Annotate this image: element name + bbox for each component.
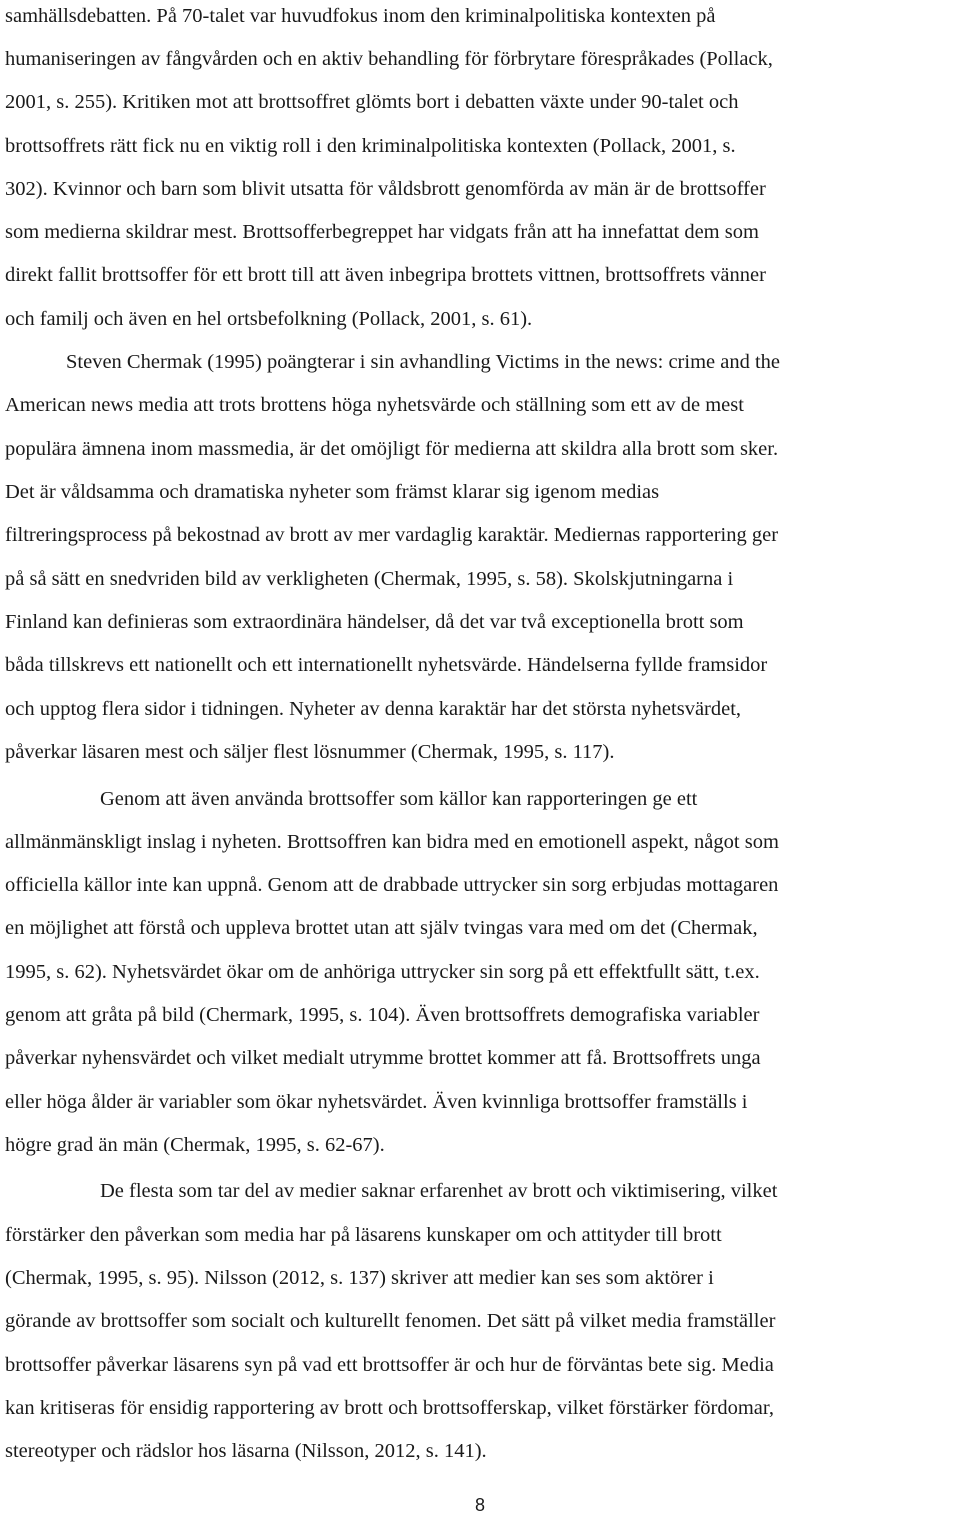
body-text-line: påverkar läsaren mest och säljer flest lösnummer (Chermak, 1995, s. 117). [5, 741, 615, 763]
paragraph-first-line: Steven Chermak (1995) poängterar i sin avhandling Victims in the news: crime and the [66, 351, 781, 373]
body-text-line: och upptog flera sidor i tidningen. Nyheter av denna karaktär har det största nyhetsvärdet, [5, 698, 742, 720]
body-text-line: eller höga ålder är variabler som ökar nyhetsvärdet. Även kvinnliga brottsoffer framställs i [5, 1091, 748, 1113]
body-text-line: påverkar nyhensvärdet och vilket medialt utrymme brottet kommer att få. Brottsoffrets unga [5, 1047, 761, 1069]
body-text-line: direkt fallit brottsoffer för ett brott till att även inbegripa brottets vittnen, brottsoffrets vänner [5, 264, 766, 286]
body-text-line: officiella källor inte kan uppnå. Genom att de drabbade uttrycker sin sorg erbjudas mottagaren [5, 874, 779, 896]
paragraph-first-line: Genom att även använda brottsoffer som källor kan rapporteringen ge ett [100, 788, 698, 810]
body-text-line: och familj och även en hel ortsbefolkning (Pollack, 2001, s. 61). [5, 308, 533, 330]
body-text-line: samhällsdebatten. På 70-talet var huvudfokus inom den kriminalpolitiska kontexten på [5, 5, 716, 27]
body-text-line: 302). Kvinnor och barn som blivit utsatta för våldsbrott genomförda av män är de brottsoffer [5, 178, 766, 200]
body-text-line: på så sätt en snedvriden bild av verkligheten (Chermak, 1995, s. 58). Skolskjutningarna i [5, 568, 734, 590]
body-text-line: American news media att trots brottens höga nyhetsvärde och ställning som ett av de mest [5, 394, 744, 416]
body-text-line: allmänmänskligt inslag i nyheten. Brottsoffren kan bidra med en emotionell aspekt, något som [5, 831, 779, 853]
body-text-line: 2001, s. 255). Kritiken mot att brottsoffret glömts bort i debatten växte under 90-talet och [5, 91, 739, 113]
body-text-line: Det är våldsamma och dramatiska nyheter som främst klarar sig igenom medias [5, 481, 660, 503]
body-text-line: Finland kan definieras som extraordinära händelser, då det var två exceptionella brott som [5, 611, 744, 633]
page-number: 8 [474, 1495, 485, 1515]
body-text-line: stereotyper och rädslor hos läsarna (Nilsson, 2012, s. 141). [5, 1440, 487, 1462]
body-text-line: (Chermak, 1995, s. 95). Nilsson (2012, s. 137) skriver att medier kan ses som aktörer i [5, 1267, 714, 1289]
body-text-line: görande av brottsoffer som socialt och kulturellt fenomen. Det sätt på vilket media framställer [5, 1310, 776, 1332]
body-text-line: som medierna skildrar mest. Brottsofferbegreppet har vidgats från att ha innefattat dem som [5, 221, 759, 243]
body-text-line: högre grad än män (Chermak, 1995, s. 62-67). [5, 1134, 385, 1156]
body-text-line: populära ämnena inom massmedia, är det omöjligt för medierna att skildra alla brott som sker. [5, 438, 779, 460]
body-text-line: förstärker den påverkan som media har på läsarens kunskaper om och attityder till brott [5, 1224, 722, 1246]
body-text-line: genom att gråta på bild (Chermark, 1995, s. 104). Även brottsoffrets demografiska variabler [5, 1004, 760, 1026]
body-text-line: 1995, s. 62). Nyhetsvärdet ökar om de anhöriga uttrycker sin sorg på ett effektfullt sätt, t.ex. [5, 961, 760, 983]
body-text-line: båda tillskrevs ett nationellt och ett internationellt nyhetsvärde. Händelserna fyllde framsidor [5, 654, 768, 676]
body-text-line: en möjlighet att förstå och uppleva brottet utan att själv tvingas vara med om det (Chermak, [5, 917, 758, 939]
body-text-line: brottsoffrets rätt fick nu en viktig roll i den kriminalpolitiska kontexten (Pollack, 2001, s. [5, 135, 736, 157]
body-text-line: humaniseringen av fångvården och en aktiv behandling för förbrytare förespråkades (Pollack, [5, 48, 773, 70]
body-text-line: kan kritiseras för ensidig rapportering av brott och brottsofferskap, vilket förstärker fördomar, [5, 1397, 775, 1419]
body-text-line: brottsoffer påverkar läsarens syn på vad ett brottsoffer är och hur de förväntas bete sig. Media [5, 1354, 774, 1376]
paragraph-first-line: De flesta som tar del av medier saknar erfarenhet av brott och viktimisering, vilket [100, 1180, 778, 1202]
body-text-line: filtreringsprocess på bekostnad av brott av mer vardaglig karaktär. Mediernas rapportering ger [5, 524, 779, 546]
